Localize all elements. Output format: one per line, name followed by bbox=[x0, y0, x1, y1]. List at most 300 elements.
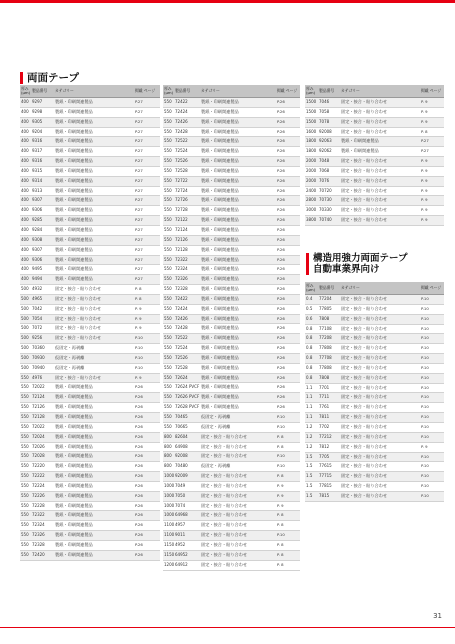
category-cell: 固定・接合・貼り合わせ bbox=[200, 521, 276, 531]
product-number-cell: 70360 bbox=[31, 344, 54, 354]
thickness-cell: 550 bbox=[163, 353, 174, 363]
table-row bbox=[20, 501, 160, 511]
product-number-cell: 7705 bbox=[318, 452, 340, 462]
thickness-cell: 550 bbox=[163, 176, 174, 186]
table-row bbox=[305, 363, 444, 373]
page-ref-cell: P.26 bbox=[276, 363, 300, 373]
product-number-cell: 72128 bbox=[174, 245, 200, 255]
category-cell: 固定・接合・貼り合わせ bbox=[340, 196, 420, 206]
product-number-cell: 7050 bbox=[174, 491, 200, 501]
table-row bbox=[163, 166, 300, 176]
product-number-cell: 72124 bbox=[174, 225, 200, 235]
page-ref-cell: P.27 bbox=[134, 255, 160, 265]
page-ref-cell: P.10 bbox=[420, 462, 444, 472]
page-ref-cell: P.26 bbox=[134, 413, 160, 423]
page-ref-cell: P.26 bbox=[134, 432, 160, 442]
category-cell: 製紙・印刷関連製品 bbox=[54, 166, 134, 176]
product-number-cell: 7078 bbox=[318, 117, 340, 127]
table-row bbox=[20, 531, 160, 541]
page-ref-cell: P. 8 bbox=[276, 540, 300, 550]
page-ref-cell: P. 8 bbox=[276, 472, 300, 482]
thickness-cell: 550 bbox=[163, 294, 174, 304]
page-ref-cell: P.10 bbox=[134, 334, 160, 344]
thickness-cell: 550 bbox=[20, 521, 31, 531]
product-number-cell: 72322 bbox=[174, 255, 200, 265]
thickness-cell: 400 bbox=[20, 196, 31, 206]
category-cell: 固定・接合・貼り合わせ bbox=[340, 176, 420, 186]
table-row bbox=[163, 127, 300, 137]
table-row bbox=[163, 265, 300, 275]
category-cell: 固定・接合・貼り合わせ bbox=[340, 295, 420, 305]
product-number-cell: 72526 bbox=[174, 157, 200, 167]
thickness-cell: 2000 bbox=[305, 157, 318, 167]
product-number-cell: 77715 bbox=[318, 472, 340, 482]
thickness-cell: 2800 bbox=[305, 196, 318, 206]
category-cell: 製紙・印刷関連製品 bbox=[54, 225, 134, 235]
thickness-cell: 1.2 bbox=[305, 432, 318, 442]
category-cell: 固定・接合・貼り合わせ bbox=[54, 304, 134, 314]
product-number-cell: 82604 bbox=[174, 432, 200, 442]
product-number-cell: 72526 bbox=[174, 353, 200, 363]
product-number-cell: 77805 bbox=[318, 304, 340, 314]
product-number-cell: 70330 bbox=[318, 206, 340, 216]
page-ref-cell: P. 9 bbox=[420, 117, 444, 127]
product-number-cell: 72724 bbox=[174, 186, 200, 196]
thickness-cell: 400 bbox=[20, 216, 31, 226]
category-cell: 製紙・印刷関連製品 bbox=[200, 383, 276, 393]
table-row bbox=[305, 98, 444, 108]
thickness-cell: 1100 bbox=[163, 521, 174, 531]
thickness-cell: 0.8 bbox=[305, 344, 318, 354]
category-cell: 製紙・印刷関連製品 bbox=[54, 491, 134, 501]
thickness-cell: 400 bbox=[20, 225, 31, 235]
thickness-cell: 400 bbox=[20, 107, 31, 117]
category-cell: 製紙・印刷関連製品 bbox=[54, 216, 134, 226]
category-cell: 固定・接合・貼り合わせ bbox=[200, 432, 276, 442]
thickness-cell: 1000 bbox=[163, 501, 174, 511]
page-ref-cell: P.26 bbox=[276, 176, 300, 186]
category-cell: 製紙・印刷関連製品 bbox=[54, 137, 134, 147]
table-row bbox=[20, 225, 160, 235]
thickness-cell: 3000 bbox=[305, 206, 318, 216]
product-number-cell: 9308 bbox=[31, 235, 54, 245]
thickness-cell: 550 bbox=[20, 373, 31, 383]
page-ref-cell: P. 8 bbox=[134, 294, 160, 304]
category-cell: 固定・接合・貼り合わせ bbox=[340, 107, 420, 117]
page-ref-cell: P.27 bbox=[134, 157, 160, 167]
table-row bbox=[20, 462, 160, 472]
thickness-cell: 1500 bbox=[305, 117, 318, 127]
page-ref-cell: P.27 bbox=[134, 245, 160, 255]
thickness-cell: 1.2 bbox=[305, 442, 318, 452]
product-number-cell: 9011 bbox=[174, 531, 200, 541]
thickness-cell: 800 bbox=[163, 462, 174, 472]
table-row bbox=[20, 511, 160, 521]
table-row bbox=[163, 176, 300, 186]
product-number-cell: 70720 bbox=[318, 186, 340, 196]
thickness-cell: 400 bbox=[20, 176, 31, 186]
page-ref-cell: P.10 bbox=[420, 324, 444, 334]
page-ref-cell: P.10 bbox=[420, 422, 444, 432]
product-number-cell: 77615 bbox=[318, 462, 340, 472]
table-row bbox=[163, 157, 300, 167]
thickness-cell: 550 bbox=[163, 413, 174, 423]
table-row bbox=[20, 403, 160, 413]
product-number-cell: 7072 bbox=[31, 324, 54, 334]
product-number-cell: 9297 bbox=[31, 98, 54, 108]
thickness-cell: 1.2 bbox=[305, 422, 318, 432]
category-cell: 固定・接合・貼り合わせ bbox=[200, 511, 276, 521]
page-ref-cell: P.26 bbox=[276, 235, 300, 245]
table-row bbox=[20, 304, 160, 314]
page-ref-cell: P. 9 bbox=[420, 186, 444, 196]
page-ref-cell: P.26 bbox=[276, 314, 300, 324]
category-cell: 製紙・印刷関連製品 bbox=[54, 176, 134, 186]
category-cell: 固定・接合・貼り合わせ bbox=[200, 481, 276, 491]
category-cell: 製紙・印刷関連製品 bbox=[54, 550, 134, 560]
page-ref-cell: P. 9 bbox=[420, 216, 444, 226]
category-cell: 固定・接合・貼り合わせ bbox=[340, 462, 420, 472]
product-number-cell: 9306 bbox=[31, 206, 54, 216]
page-ref-cell: P. 8 bbox=[276, 442, 300, 452]
category-cell: 製紙・印刷関連製品 bbox=[200, 137, 276, 147]
product-number-cell: 72126 bbox=[174, 235, 200, 245]
thickness-cell: 550 bbox=[20, 501, 31, 511]
category-cell: 固定・接合・貼り合わせ bbox=[340, 393, 420, 403]
category-cell: 固定・接合・貼り合わせ bbox=[340, 373, 420, 383]
thickness-cell: 550 bbox=[20, 540, 31, 550]
product-number-cell: 70665 bbox=[174, 422, 200, 432]
thickness-cell: 1800 bbox=[305, 147, 318, 157]
table-row bbox=[163, 98, 300, 108]
product-number-cell: 7811 bbox=[318, 413, 340, 423]
page-ref-cell: P. 9 bbox=[420, 206, 444, 216]
product-number-cell: 9494 bbox=[31, 275, 54, 285]
table-row bbox=[20, 324, 160, 334]
category-cell: 固定・接合・貼り合わせ bbox=[340, 491, 420, 501]
table-row bbox=[305, 403, 444, 413]
table-row bbox=[163, 432, 300, 442]
page-ref-cell: P.10 bbox=[276, 422, 300, 432]
thickness-cell: 550 bbox=[163, 127, 174, 137]
footer-accent-line bbox=[0, 627, 455, 628]
table-row bbox=[20, 481, 160, 491]
page-number: 31 bbox=[433, 612, 442, 620]
category-cell: 固定・接合・貼り合わせ bbox=[200, 491, 276, 501]
page-ref-cell: P. 9 bbox=[134, 314, 160, 324]
table-row bbox=[305, 137, 444, 147]
thickness-cell: 400 bbox=[20, 98, 31, 108]
product-number-cell: 7711 bbox=[318, 393, 340, 403]
category-cell: 製紙・印刷関連製品 bbox=[200, 206, 276, 216]
page-ref-cell: P. 8 bbox=[276, 560, 300, 570]
table-row bbox=[305, 127, 444, 137]
page-ref-cell: P.26 bbox=[134, 540, 160, 550]
table-row bbox=[305, 442, 444, 452]
product-number-cell: 9307 bbox=[31, 196, 54, 206]
thickness-cell: 1.1 bbox=[305, 383, 318, 393]
category-cell: 製紙・印刷関連製品 bbox=[54, 521, 134, 531]
page-ref-cell: P.10 bbox=[420, 304, 444, 314]
page-ref-cell: P.26 bbox=[276, 285, 300, 295]
category-cell: 製紙・印刷関連製品 bbox=[200, 127, 276, 137]
header-product-number: 製品番号 bbox=[318, 282, 340, 295]
table-row bbox=[163, 422, 300, 432]
category-cell: 固定・接合・貼り合わせ bbox=[340, 472, 420, 482]
table-row bbox=[163, 245, 300, 255]
table-row bbox=[20, 491, 160, 501]
table-row bbox=[20, 255, 160, 265]
thickness-cell: 400 bbox=[20, 235, 31, 245]
product-number-cell: 77708 bbox=[318, 354, 340, 364]
category-cell: 固定・接合・貼り合わせ bbox=[200, 550, 276, 560]
table-row bbox=[163, 235, 300, 245]
thickness-cell: 550 bbox=[163, 147, 174, 157]
category-cell: 製紙・印刷関連製品 bbox=[200, 275, 276, 285]
product-number-cell: 72426 bbox=[174, 314, 200, 324]
page-ref-cell: P.10 bbox=[420, 383, 444, 393]
thickness-cell: 1.5 bbox=[305, 472, 318, 482]
category-cell: 製紙・印刷関連製品 bbox=[200, 334, 276, 344]
table-row bbox=[163, 255, 300, 265]
product-number-cell: 72126 bbox=[31, 403, 54, 413]
category-cell: 製紙・印刷関連製品 bbox=[200, 314, 276, 324]
table-row bbox=[163, 275, 300, 285]
thickness-cell: 2000 bbox=[305, 166, 318, 176]
product-number-cell: 7074 bbox=[174, 501, 200, 511]
thickness-cell: 550 bbox=[20, 462, 31, 472]
page-ref-cell: P.10 bbox=[420, 413, 444, 423]
category-cell: 固定・接合・貼り合わせ bbox=[340, 127, 420, 137]
table-row bbox=[20, 383, 160, 393]
category-cell: 製紙・印刷関連製品 bbox=[200, 196, 276, 206]
category-cell: 製紙・印刷関連製品 bbox=[200, 353, 276, 363]
thickness-cell: 400 bbox=[20, 275, 31, 285]
table-row bbox=[20, 186, 160, 196]
thickness-cell: 500 bbox=[20, 363, 31, 373]
page-ref-cell: P. 9 bbox=[420, 166, 444, 176]
thickness-cell: 0.8 bbox=[305, 354, 318, 364]
page-ref-cell: P.26 bbox=[276, 117, 300, 127]
category-cell: 固定・接合・貼り合わせ bbox=[200, 560, 276, 570]
thickness-cell: 1.1 bbox=[305, 403, 318, 413]
page-ref-cell: P.26 bbox=[134, 383, 160, 393]
thickness-cell: 550 bbox=[163, 255, 174, 265]
page-ref-cell: P.27 bbox=[134, 166, 160, 176]
header-product-number: 製品番号 bbox=[318, 85, 340, 98]
table-row bbox=[20, 157, 160, 167]
thickness-cell: 0.4 bbox=[305, 295, 318, 305]
category-cell: 固定・接合・貼り合わせ bbox=[340, 482, 420, 492]
category-cell: 製紙・印刷関連製品 bbox=[200, 176, 276, 186]
thickness-cell: 550 bbox=[163, 206, 174, 216]
category-cell: 固定・接合・貼り合わせ bbox=[340, 383, 420, 393]
product-number-cell: 9285 bbox=[31, 216, 54, 226]
category-cell: 固定・接合・貼り合わせ bbox=[340, 363, 420, 373]
table-row bbox=[163, 393, 300, 403]
product-number-cell: 7076 bbox=[318, 176, 340, 186]
category-cell: 固定・接合・貼り合わせ bbox=[340, 354, 420, 364]
product-number-cell: 7049 bbox=[174, 481, 200, 491]
thickness-cell: 550 bbox=[163, 304, 174, 314]
thickness-cell: 0.5 bbox=[305, 304, 318, 314]
page-ref-cell: P. 9 bbox=[420, 176, 444, 186]
page-ref-cell: P.26 bbox=[276, 166, 300, 176]
category-cell: 製紙・印刷関連製品 bbox=[200, 186, 276, 196]
table-row bbox=[305, 383, 444, 393]
table-row bbox=[20, 314, 160, 324]
page-ref-cell: P.26 bbox=[134, 481, 160, 491]
page-ref-cell: P.26 bbox=[276, 255, 300, 265]
page-ref-cell: P.26 bbox=[276, 344, 300, 354]
thickness-cell: 550 bbox=[163, 216, 174, 226]
category-cell: 固定・接合・貼り合わせ bbox=[200, 531, 276, 541]
product-number-cell: 72022 bbox=[31, 383, 54, 393]
table-row bbox=[163, 521, 300, 531]
thickness-cell: 550 bbox=[20, 413, 31, 423]
thickness-cell: 550 bbox=[163, 225, 174, 235]
thickness-cell: 1.5 bbox=[305, 452, 318, 462]
page-ref-cell: P.10 bbox=[420, 344, 444, 354]
category-cell: 製紙・印刷関連製品 bbox=[200, 373, 276, 383]
table-row bbox=[20, 117, 160, 127]
page-ref-cell: P. 9 bbox=[134, 304, 160, 314]
header-category: カテゴリー bbox=[200, 85, 276, 98]
product-number-cell: 77808 bbox=[318, 344, 340, 354]
product-number-cell: 72222 bbox=[31, 472, 54, 482]
header-thickness: 厚み (μm) bbox=[20, 85, 31, 98]
page-ref-cell: P.27 bbox=[134, 196, 160, 206]
page-ref-cell: P.26 bbox=[134, 442, 160, 452]
thickness-cell: 0.8 bbox=[305, 373, 318, 383]
page-ref-cell: P. 9 bbox=[276, 501, 300, 511]
table-row bbox=[20, 472, 160, 482]
product-number-cell: 7808 bbox=[318, 314, 340, 324]
category-cell: 製紙・印刷関連製品 bbox=[54, 472, 134, 482]
page-ref-cell: P.26 bbox=[276, 265, 300, 275]
product-number-cell: 72324 bbox=[31, 521, 54, 531]
category-cell: 製紙・印刷関連製品 bbox=[54, 98, 134, 108]
product-number-cell: 7058 bbox=[318, 107, 340, 117]
page-ref-cell: P.26 bbox=[276, 127, 300, 137]
product-number-cell: 9305 bbox=[31, 117, 54, 127]
table-row bbox=[305, 176, 444, 186]
product-number-cell: 9314 bbox=[31, 176, 54, 186]
category-cell: 固定・接合・貼り合わせ bbox=[340, 344, 420, 354]
thickness-cell: 400 bbox=[20, 117, 31, 127]
product-number-cell: 72224 bbox=[31, 481, 54, 491]
category-cell: 固定・接合・貼り合わせ bbox=[340, 206, 420, 216]
thickness-cell: 550 bbox=[163, 166, 174, 176]
page-ref-cell: P. 9 bbox=[420, 442, 444, 452]
page-ref-cell: P.10 bbox=[420, 491, 444, 501]
product-number-cell: 92009 bbox=[174, 472, 200, 482]
table-row bbox=[20, 393, 160, 403]
thickness-cell: 550 bbox=[163, 275, 174, 285]
table-row bbox=[305, 147, 444, 157]
header-thickness: 厚み (μm) bbox=[305, 282, 318, 295]
table-row bbox=[20, 235, 160, 245]
category-cell: 製紙・印刷関連製品 bbox=[54, 275, 134, 285]
product-number-cell: 7048 bbox=[318, 157, 340, 167]
product-number-cell: 72624 bbox=[174, 373, 200, 383]
table-row bbox=[20, 285, 160, 295]
thickness-cell: 400 bbox=[20, 186, 31, 196]
product-number-cell: 9306 bbox=[31, 255, 54, 265]
page-ref-cell: P.10 bbox=[420, 373, 444, 383]
page-ref-cell: P.26 bbox=[276, 373, 300, 383]
thickness-cell: 550 bbox=[20, 481, 31, 491]
table-row bbox=[163, 324, 300, 334]
category-cell: 製紙・印刷関連製品 bbox=[54, 383, 134, 393]
page-ref-cell: P.10 bbox=[420, 403, 444, 413]
category-cell: 固定・接合・貼り合わせ bbox=[54, 294, 134, 304]
page-ref-cell: P.27 bbox=[420, 137, 444, 147]
thickness-cell: 0.6 bbox=[305, 314, 318, 324]
page-ref-cell: P.10 bbox=[276, 462, 300, 472]
page-ref-cell: P.27 bbox=[134, 275, 160, 285]
category-cell: 固定・接合・貼り合わせ bbox=[340, 442, 420, 452]
thickness-cell: 550 bbox=[20, 472, 31, 482]
thickness-cell: 550 bbox=[20, 432, 31, 442]
category-cell: 製紙・印刷関連製品 bbox=[54, 245, 134, 255]
product-number-cell: 72220 bbox=[31, 462, 54, 472]
page-ref-cell: P.27 bbox=[134, 147, 160, 157]
page-ref-cell: P.26 bbox=[276, 393, 300, 403]
page-ref-cell: P. 9 bbox=[276, 491, 300, 501]
category-cell: 固定・接合・貼り合わせ bbox=[340, 452, 420, 462]
product-number-cell: 9315 bbox=[31, 166, 54, 176]
category-cell: 製紙・印刷関連製品 bbox=[200, 304, 276, 314]
product-number-cell: 72128 bbox=[31, 413, 54, 423]
table-row bbox=[305, 295, 444, 305]
category-cell: 製紙・印刷関連製品 bbox=[54, 422, 134, 432]
thickness-cell: 1000 bbox=[163, 481, 174, 491]
category-cell: 製紙・印刷関連製品 bbox=[54, 255, 134, 265]
category-cell: 仮固定・再剥離 bbox=[200, 462, 276, 472]
table-row bbox=[20, 344, 160, 354]
thickness-cell: 550 bbox=[20, 550, 31, 560]
category-cell: 固定・接合・貼り合わせ bbox=[340, 422, 420, 432]
page-ref-cell: P.27 bbox=[134, 127, 160, 137]
product-number-cell: 72326 bbox=[31, 531, 54, 541]
category-cell: 製紙・印刷関連製品 bbox=[200, 235, 276, 245]
table-row bbox=[20, 275, 160, 285]
thickness-cell: 500 bbox=[20, 314, 31, 324]
thickness-cell: 550 bbox=[163, 373, 174, 383]
product-number-cell: 64952 bbox=[174, 550, 200, 560]
category-cell: 製紙・印刷関連製品 bbox=[200, 117, 276, 127]
page-ref-cell: P.10 bbox=[134, 344, 160, 354]
thickness-cell: 550 bbox=[163, 334, 174, 344]
product-number-cell: 92008 bbox=[174, 452, 200, 462]
page-ref-cell: P.26 bbox=[276, 137, 300, 147]
category-cell: 製紙・印刷関連製品 bbox=[200, 147, 276, 157]
product-number-cell: 72328 bbox=[174, 285, 200, 295]
table-row bbox=[163, 472, 300, 482]
category-cell: 固定・接合・貼り合わせ bbox=[340, 117, 420, 127]
category-cell: 製紙・印刷関連製品 bbox=[54, 452, 134, 462]
header-page: 掲載 ページ bbox=[276, 85, 300, 98]
thickness-cell: 550 bbox=[20, 511, 31, 521]
thickness-cell: 550 bbox=[163, 344, 174, 354]
thickness-cell: 400 bbox=[20, 255, 31, 265]
table-row bbox=[305, 482, 444, 492]
product-number-cell: 72528 bbox=[174, 166, 200, 176]
page-ref-cell: P.27 bbox=[134, 107, 160, 117]
table-row bbox=[20, 452, 160, 462]
page-ref-cell: P.27 bbox=[420, 147, 444, 157]
